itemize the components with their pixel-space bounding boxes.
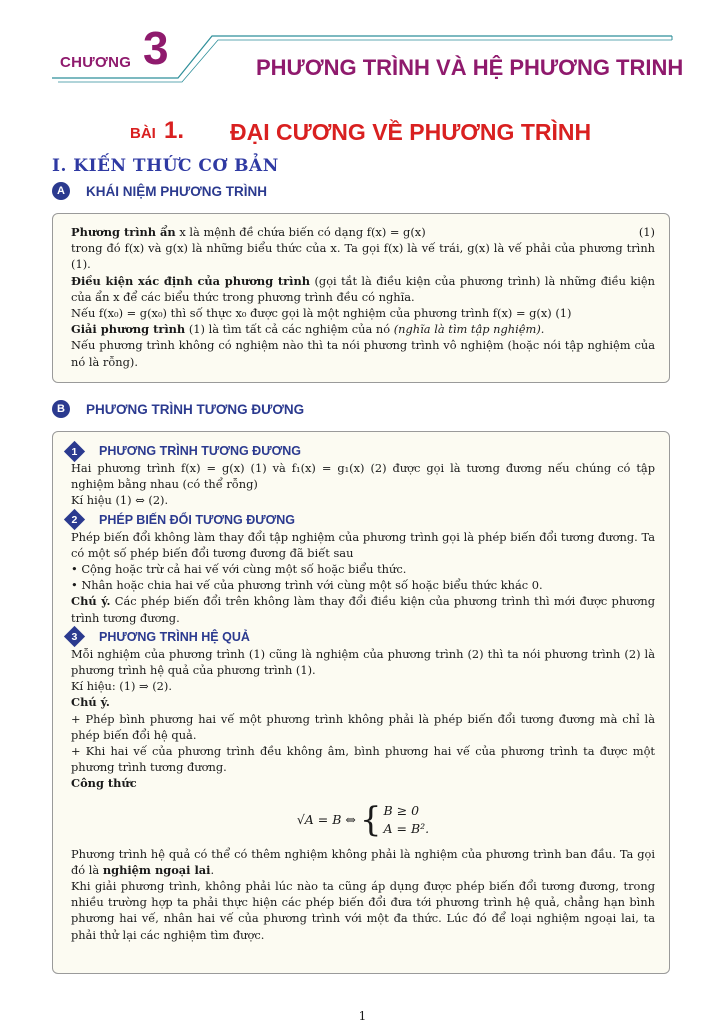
root-paragraph: Nếu f(x₀) = g(x₀) thì số thực x₀ được gọi là một nghiệm của phương trình f(x) = g(x) (1): [71, 306, 572, 321]
section-heading: I. KIẾN THỨC CƠ BẢN: [52, 156, 279, 176]
definition-text: x là mệnh đề chứa biến có dạng f(x) = g(x): [175, 225, 426, 239]
definition-line: [71, 224, 655, 240]
item-3-note-2: + Khi hai vế của phương trình đều không âm, bình phương hai vế của phương trình ta được một phương trình tương đương.: [71, 744, 655, 775]
chapter-title: PHƯƠNG TRÌNH VÀ HỆ PHƯƠNG TRINH: [256, 55, 684, 80]
item-1-notation: Kí hiệu (1) ⇔ (2).: [71, 493, 169, 508]
item-2-note-term: Chú ý.: [71, 594, 111, 609]
equation-number: (1): [638, 225, 655, 239]
extraneous-term: nghiệm ngoại lai: [102, 862, 211, 877]
domain-text: (gọi tắt là điều kiện của phương trình) là những điều kiện của ẩn x để các biểu thức trong phương trình đều có nghĩa.: [71, 273, 655, 304]
lesson-title: ĐẠI CƯƠNG VỀ PHƯƠNG TRÌNH: [230, 119, 592, 145]
chapter-number: 3: [143, 22, 169, 74]
item-2-heading: [67, 511, 655, 529]
subsection-b-badge: B: [52, 400, 70, 418]
equivalence-box: [52, 431, 670, 974]
item-1-paragraph: Hai phương trình f(x) = g(x) (1) và f₁(x) = g₁(x) (2) được gọi là tương đương nếu chúng có tập nghiệm bằng nhau (có thể rỗng): [71, 461, 655, 492]
item-2-note-text: Các phép biến đổi trên không làm thay đổi điều kiện của phương trình thì mới được phương trình tương đương.: [71, 594, 656, 625]
item-3-diamond: 3: [64, 626, 85, 647]
formula-heading: Công thức: [71, 776, 137, 791]
definition-explanation: trong đó f(x) và g(x) là những biểu thức của x. Ta gọi f(x) là vế trái, g(x) là vế phải của phương trình (1).: [71, 241, 655, 272]
solving-note-paragraph: Khi giải phương trình, không phải lúc nào ta cũng áp dụng được phép biến đổi tương đương, trong nhiều trường hợp ta phải thực hiện các phép biến đổi đưa tới phương trình hệ quả, chẳng hạn bình phương hai vế, nhân hai vế của phương trình với một đa thức. Lúc đó để loại nghiệm ngoại lai, ta phải thử lại các nghiệm tìm được.: [71, 879, 655, 942]
subsection-a-title: KHÁI NIỆM PHƯƠNG TRÌNH: [86, 183, 267, 199]
subsection-b-title: PHƯƠNG TRÌNH TƯƠNG ĐƯƠNG: [86, 401, 305, 417]
solve-paragraph: [71, 321, 655, 337]
item-3-heading: [67, 628, 655, 646]
definition-box: [52, 213, 670, 383]
item-1-title: PHƯƠNG TRÌNH TƯƠNG ĐƯƠNG: [99, 444, 301, 458]
item-2-paragraph: Phép biến đổi không làm thay đổi tập nghiệm của phương trình gọi là phép biến đổi tương đương. Ta có một số phép biến đổi tương đương đã biết sau: [71, 529, 655, 560]
formula-brace: {: [359, 799, 382, 840]
domain-paragraph: [71, 273, 655, 305]
subsection-b-heading: [52, 400, 304, 418]
no-solution-paragraph: Nếu phương trình không có nghiệm nào thì ta nói phương trình vô nghiệm (hoặc nói tập nghiệm của nó là rỗng).: [71, 338, 655, 369]
item-2-bullet-1: • Cộng hoặc trừ cả hai vế với cùng một số hoặc biểu thức.: [71, 562, 407, 577]
formula-case-1: B ≥ 0: [383, 802, 420, 818]
item-1-heading: [67, 442, 655, 460]
solve-text: (1) là tìm tất cả các nghiệm của nó: [185, 322, 394, 337]
definition-term: Phương trình ẩn: [71, 225, 176, 239]
item-2-diamond: 2: [64, 509, 85, 530]
chapter-label: CHƯƠNG: [60, 54, 132, 71]
item-3-title: PHƯƠNG TRÌNH HỆ QUẢ: [99, 629, 250, 644]
extraneous-paragraph: Phương trình hệ quả có thể có thêm nghiệm không phải là nghiệm của phương trình ban đầu. Ta gọi đó là nghiệm ngoại lai.: [71, 846, 655, 877]
formula-cases: [384, 802, 430, 838]
item-2-title: PHÉP BIẾN ĐỔI TƯƠNG ĐƯƠNG: [99, 512, 296, 527]
item-3-paragraph: Mỗi nghiệm của phương trình (1) cũng là nghiệm của phương trình (2) thì ta nói phương trình (2) là phương trình hệ quả của phương trình (1).: [71, 646, 655, 678]
lesson-number: 1.: [164, 117, 185, 144]
domain-term: Điều kiện xác định của phương trình: [71, 273, 311, 288]
subsection-a-heading: [52, 182, 267, 200]
formula: [71, 799, 655, 840]
item-1-diamond: 1: [64, 440, 85, 461]
item-3-note-term: Chú ý.: [71, 695, 110, 710]
item-2-note: [71, 593, 655, 625]
item-2-bullet-2: • Nhân hoặc chia hai vế của phương trình với cùng một số hoặc biểu thức khác 0.: [71, 578, 543, 593]
formula-left: √A = B ⇔: [296, 812, 356, 828]
item-3-note-1: + Phép bình phương hai vế một phương trình không phải là phép biến đổi tương đương mà chỉ là phép biến đổi hệ quả.: [71, 711, 655, 742]
item-3-notation: Kí hiệu: (1) ⇒ (2).: [71, 679, 172, 694]
solve-term: Giải phương trình: [71, 322, 186, 337]
solve-italic: (nghĩa là tìm tập nghiệm).: [393, 322, 545, 337]
page-number: 1: [358, 1009, 367, 1023]
subsection-a-badge: A: [52, 182, 70, 200]
lesson-prefix: BÀI: [130, 125, 156, 142]
formula-case-2: A = B².: [383, 820, 430, 836]
